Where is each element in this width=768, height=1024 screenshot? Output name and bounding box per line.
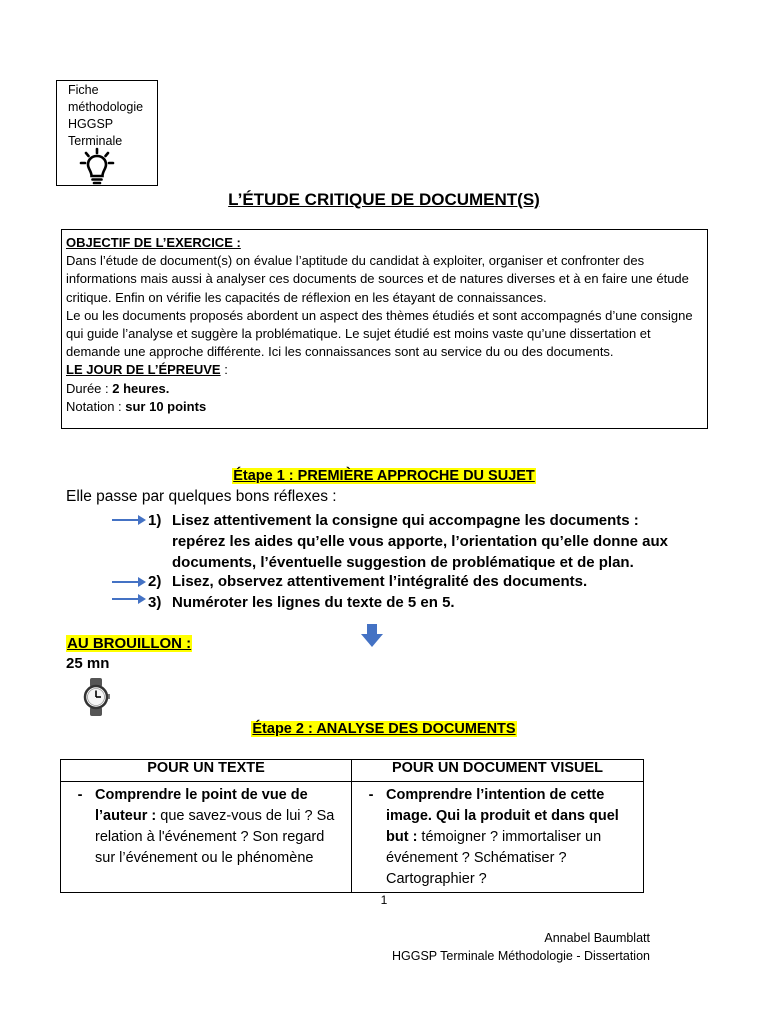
cell-text: que savez-vous de lui ? Sa relation à l'événement ? Son regard sur l’événement ou le phénomène	[95, 808, 335, 866]
column-header-text: POUR UN TEXTE	[61, 760, 352, 782]
table-cell	[61, 782, 352, 893]
header-line: Fiche	[68, 83, 99, 97]
step1-item	[148, 592, 692, 613]
table-cell	[352, 782, 644, 893]
right-arrow-icon	[112, 576, 146, 588]
table-header-row	[61, 760, 644, 782]
header-line: HGGSP	[68, 117, 114, 131]
objective-paragraph-2: Le ou les documents proposés abordent un aspect des thèmes étudiés et sont accompagnés d’une consigne qui guide l’analyse et suggère la problématique. Le sujet étudié est moins vaste qu’une dissertation et demande une approche différente. Ici les connaissances sont au service du ou des documents.	[66, 307, 693, 360]
step1-item	[148, 571, 692, 592]
column-header-visual: POUR UN DOCUMENT VISUEL	[352, 760, 644, 782]
header-line: Terminale	[68, 134, 123, 148]
down-arrow-icon	[360, 624, 384, 648]
objective-box	[61, 229, 708, 429]
step1-title-text: Étape 1 : PREMIÈRE APPROCHE DU SUJET	[233, 468, 535, 484]
step1-intro: Elle passe par quelques bons réflexes :	[66, 488, 337, 505]
footer-author: Annabel Baumblatt	[544, 931, 650, 945]
step1-title	[0, 468, 768, 484]
page-number: 1	[380, 893, 388, 907]
header-line: méthodologie	[68, 100, 144, 114]
objective-heading: OBJECTIF DE L’EXERCICE :	[66, 235, 241, 250]
brouillon-label-text: AU BROUILLON :	[67, 635, 192, 652]
grading-label: Notation :	[66, 398, 126, 414]
exam-day-colon: :	[220, 362, 228, 378]
item-number: 3)	[148, 594, 162, 611]
watch-icon	[78, 676, 114, 718]
footer-course: HGGSP Terminale Méthodologie - Dissertation	[392, 949, 650, 963]
exam-day-heading: LE JOUR DE L’ÉPREUVE	[66, 362, 221, 378]
lightbulb-icon	[79, 146, 115, 186]
right-arrow-icon	[112, 593, 146, 605]
duration-label: Durée :	[66, 380, 113, 396]
right-arrow-icon	[112, 514, 146, 526]
cell-bold-text: Comprendre le point de vue de l’auteur :	[95, 787, 308, 824]
item-text: Numéroter les lignes du texte de 5 en 5.	[172, 594, 455, 611]
step2-title	[0, 721, 768, 737]
cell-text: témoigner ? immortaliser un événement ? Schématiser ? Cartographier ?	[386, 829, 602, 887]
duration-value: 2 heures.	[112, 380, 170, 396]
step1-item	[148, 510, 692, 573]
objective-paragraph-1: Dans l’étude de document(s) on évalue l’aptitude du candidat à exploiter, organiser et confronter des informations mais aussi à analyser ces documents de sources et de natures diverses et à en faire une étude critique. Enfin on vérifie les capacités de réflexion en les étayant de connaissances.	[66, 253, 689, 305]
step2-title-text: Étape 2 : ANALYSE DES DOCUMENTS	[252, 721, 516, 737]
brouillon-duration: 25 mn	[66, 655, 110, 672]
dash-bullet: -	[368, 787, 374, 803]
grading-value: sur 10 points	[125, 398, 207, 414]
page-title: L’ÉTUDE CRITIQUE DE DOCUMENT(S)	[228, 190, 540, 209]
brouillon-label	[66, 635, 192, 652]
item-text: Lisez attentivement la consigne qui accompagne les documents : repérez les aides qu’elle vous apporte, l’orientation qu’elle donne aux documents, l’éventuelle suggestion de problématique et de plan.	[172, 512, 668, 571]
item-number: 2)	[148, 573, 162, 590]
cell-bold-text: Comprendre l’intention de cette image. Qui la produit et dans quel but :	[386, 787, 619, 845]
footer	[392, 929, 650, 965]
item-text: Lisez, observez attentivement l’intégralité des documents.	[172, 573, 588, 590]
table-row	[61, 782, 644, 893]
analysis-table	[60, 759, 644, 893]
dash-bullet: -	[77, 787, 83, 803]
item-number: 1)	[148, 512, 162, 529]
